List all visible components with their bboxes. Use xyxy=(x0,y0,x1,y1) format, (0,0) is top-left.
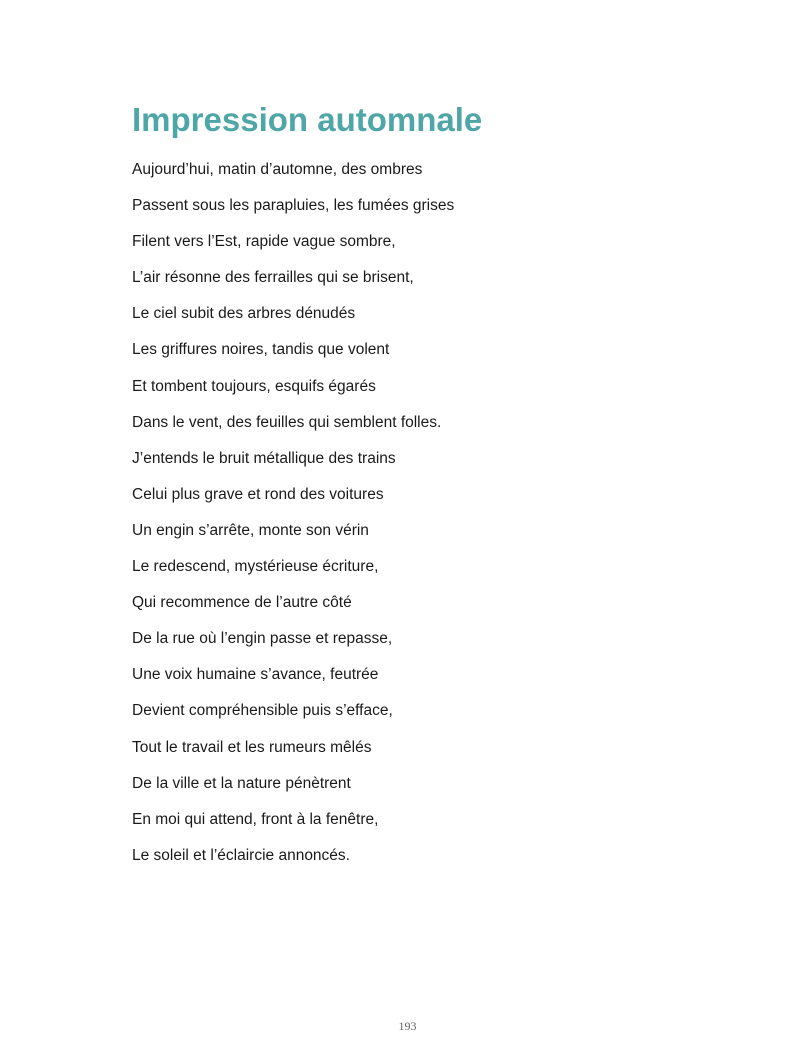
poem-line: Une voix humaine s’avance, feutrée xyxy=(132,666,379,684)
poem-line: Le ciel subit des arbres dénudés xyxy=(132,305,356,323)
poem-line: Les griffures noires, tandis que volent xyxy=(132,341,390,359)
poem-line: Qui recommence de l’autre côté xyxy=(132,594,352,612)
poem-line: L’air résonne des ferrailles qui se brisent, xyxy=(132,269,414,287)
poem-line: De la ville et la nature pénètrent xyxy=(132,774,351,792)
poem-line: Dans le vent, des feuilles qui semblent folles. xyxy=(132,413,442,431)
poem-line: Le soleil et l’éclaircie annoncés. xyxy=(132,846,350,864)
poem-line: J’entends le bruit métallique des trains xyxy=(132,449,396,467)
poem-line: Et tombent toujours, esquifs égarés xyxy=(132,377,376,395)
poem-line: Filent vers l’Est, rapide vague sombre, xyxy=(132,233,396,251)
poem-line: Celui plus grave et rond des voitures xyxy=(132,485,384,503)
page-number: 193 xyxy=(398,1019,417,1033)
poem-line: De la rue où l’engin passe et repasse, xyxy=(132,630,393,648)
poem-line: Aujourd’hui, matin d’automne, des ombres xyxy=(132,161,423,178)
poem-line: Devient compréhensible puis s’efface, xyxy=(132,702,393,720)
poem-line: Passent sous les parapluies, les fumées grises xyxy=(132,197,455,215)
poem-line: Tout le travail et les rumeurs mêlés xyxy=(132,738,372,756)
poem-line: Un engin s’arrête, monte son vérin xyxy=(132,521,369,539)
poem-body xyxy=(132,158,454,880)
poem-line: En moi qui attend, front à la fenêtre, xyxy=(132,810,379,828)
poem-line: Le redescend, mystérieuse écriture, xyxy=(132,558,379,576)
poem-title: Impression automnale xyxy=(132,101,483,138)
